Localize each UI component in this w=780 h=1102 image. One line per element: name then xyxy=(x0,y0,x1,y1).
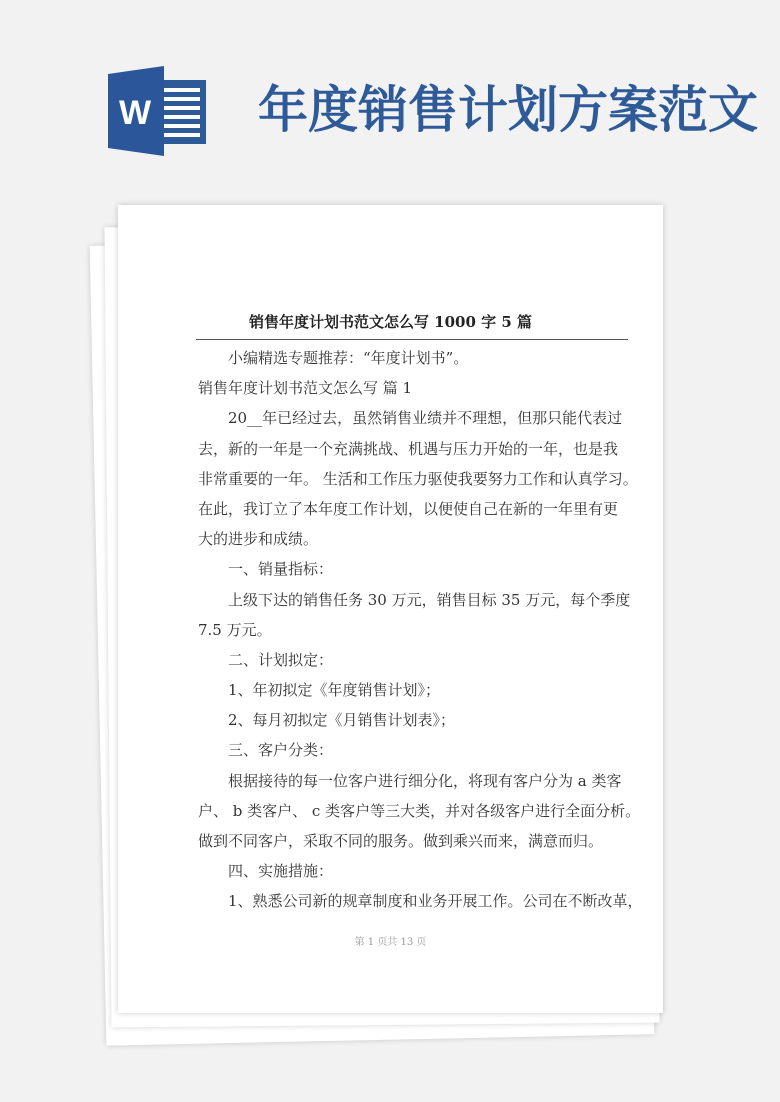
word-icon xyxy=(108,66,208,156)
text-line: 上级下达的销售任务 30 万元，销售目标 35 万元，每个季度 xyxy=(228,590,631,609)
text-line: 根据接待的每一位客户进行细分化，将现有客户分为 a 类客 xyxy=(228,771,622,790)
text-line: 一、销量指标： xyxy=(228,560,334,579)
text-line: 非常重要的一年。 生活和工作压力驱使我要努力工作和认真学习。 xyxy=(198,469,638,488)
text-line: 20__年已经过去，虽然销售业绩并不理想，但那只能代表过 xyxy=(228,409,623,428)
text-line: 三、客户分类： xyxy=(228,741,334,760)
text-line: 1、熟悉公司新的规章制度和业务开展工作。公司在不断改革， xyxy=(228,892,643,911)
text-line: 销售年度计划书范文怎么写 篇 1 xyxy=(198,379,413,398)
text-line: 四、实施措施： xyxy=(228,862,334,881)
logo-letter: W xyxy=(118,94,152,132)
text-line: 大的进步和成绩。 xyxy=(198,530,319,549)
text-line: 2、每月初拟定《月销售计划表》； xyxy=(228,711,456,730)
document-body xyxy=(198,343,643,917)
page-footer: 第 1 页共 13 页 xyxy=(354,937,427,948)
text-line: 7.5 万元。 xyxy=(198,620,272,639)
document-page xyxy=(118,205,663,1013)
text-line: 1、年初拟定《年度销售计划》； xyxy=(228,681,441,700)
title-rule xyxy=(196,339,628,340)
text-line: 在此，我订立了本年度工作计划，以便使自己在新的一年里有更 xyxy=(198,499,619,518)
text-line: 做到不同客户，采取不同的服务。做到乘兴而来，满意而归。 xyxy=(198,832,604,850)
text-line: 小编精选专题推荐：“年度计划书”。 xyxy=(228,349,469,367)
text-line: 二、计划拟定： xyxy=(228,650,334,669)
document-title: 销售年度计划书范文怎么写 1000 字 5 篇 xyxy=(248,313,533,331)
banner-title: 年度销售计划方案范文 xyxy=(258,80,758,139)
text-line: 户、 b 类客户、 c 类客户等三大类，并对各级客户进行全面分析。 xyxy=(198,801,641,820)
text-line: 去，新的一年是一个充满挑战、机遇与压力开始的一年，也是我 xyxy=(198,439,619,458)
